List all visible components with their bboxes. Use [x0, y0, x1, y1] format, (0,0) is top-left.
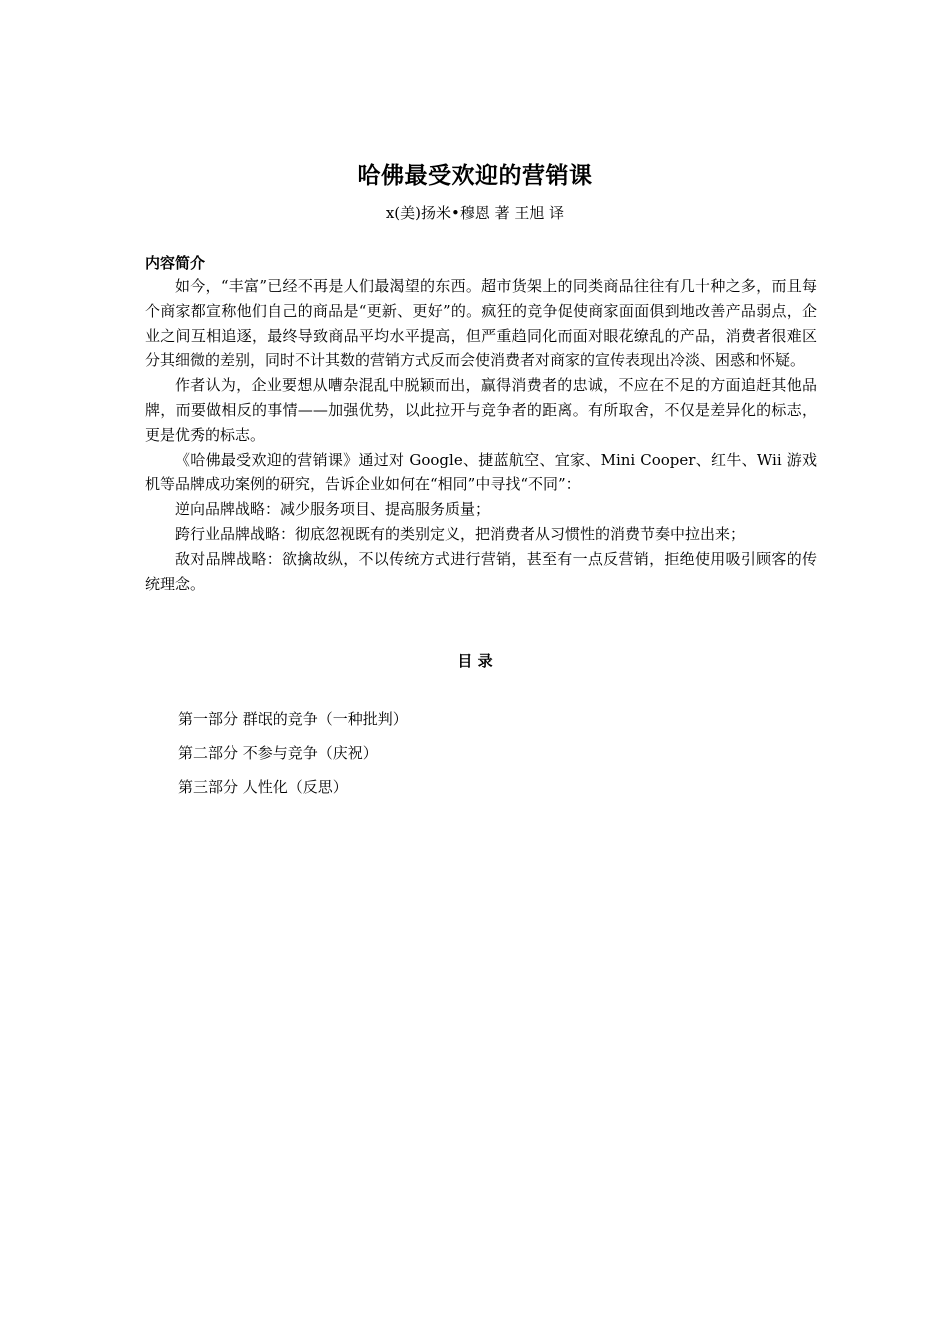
- intro-paragraph: 《哈佛最受欢迎的营销课》通过对 Google、捷蓝航空、宜家、Mini Cooper、红牛、Wii 游戏机等品牌成功案例的研究，告诉企业如何在“相同”中寻找“不同”：: [145, 450, 817, 494]
- intro-body: [145, 274, 817, 596]
- toc-item: 第二部分 不参与竞争（庆祝）: [178, 744, 378, 762]
- intro-paragraph: 跨行业品牌战略：彻底忽视既有的类别定义，把消费者从习惯性的消费节奏中拉出来；: [175, 524, 746, 543]
- toc-item: 第三部分 人性化（反思）: [178, 778, 348, 796]
- intro-heading: 内容简介: [145, 254, 206, 272]
- toc-heading: 目 录: [457, 652, 493, 670]
- intro-paragraph: 逆向品牌战略：减少服务项目、提高服务质量；: [175, 500, 491, 519]
- toc-item: 第一部分 群氓的竞争（一种批判）: [178, 710, 408, 728]
- intro-paragraph: 作者认为，企业要想从嘈杂混乱中脱颖而出，赢得消费者的忠诚，不应在不足的方面追赶其他品牌，而要做相反的事情——加强优势，以此拉开与竞争者的距离。有所取舍，不仅是差异化的标志，更是优秀的标志。: [145, 376, 817, 444]
- intro-paragraph: 如今，“丰富”已经不再是人们最渴望的东西。超市货架上的同类商品往往有几十种之多，而且每个商家都宣称他们自己的商品是“更新、更好”的。疯狂的竞争促使商家面面俱到地改善产品弱点，企业之间互相追逐，最终导致商品平均水平提高，但严重趋同化而面对眼花缭乱的产品，消费者很难区分其细微的差别，同时不计其数的营销方式反而会使消费者对商家的宣传表现出冷淡、困惑和怀疑。: [145, 277, 817, 370]
- document-title: 哈佛最受欢迎的营销课: [357, 163, 593, 189]
- author-line: x(美)扬米•穆恩 著 王旭 译: [385, 204, 565, 222]
- toc-list: [178, 708, 408, 810]
- intro-paragraph: 敌对品牌战略：欲擒故纵，不以传统方式进行营销，甚至有一点反营销，拒绝使用吸引顾客的传统理念。: [145, 549, 817, 593]
